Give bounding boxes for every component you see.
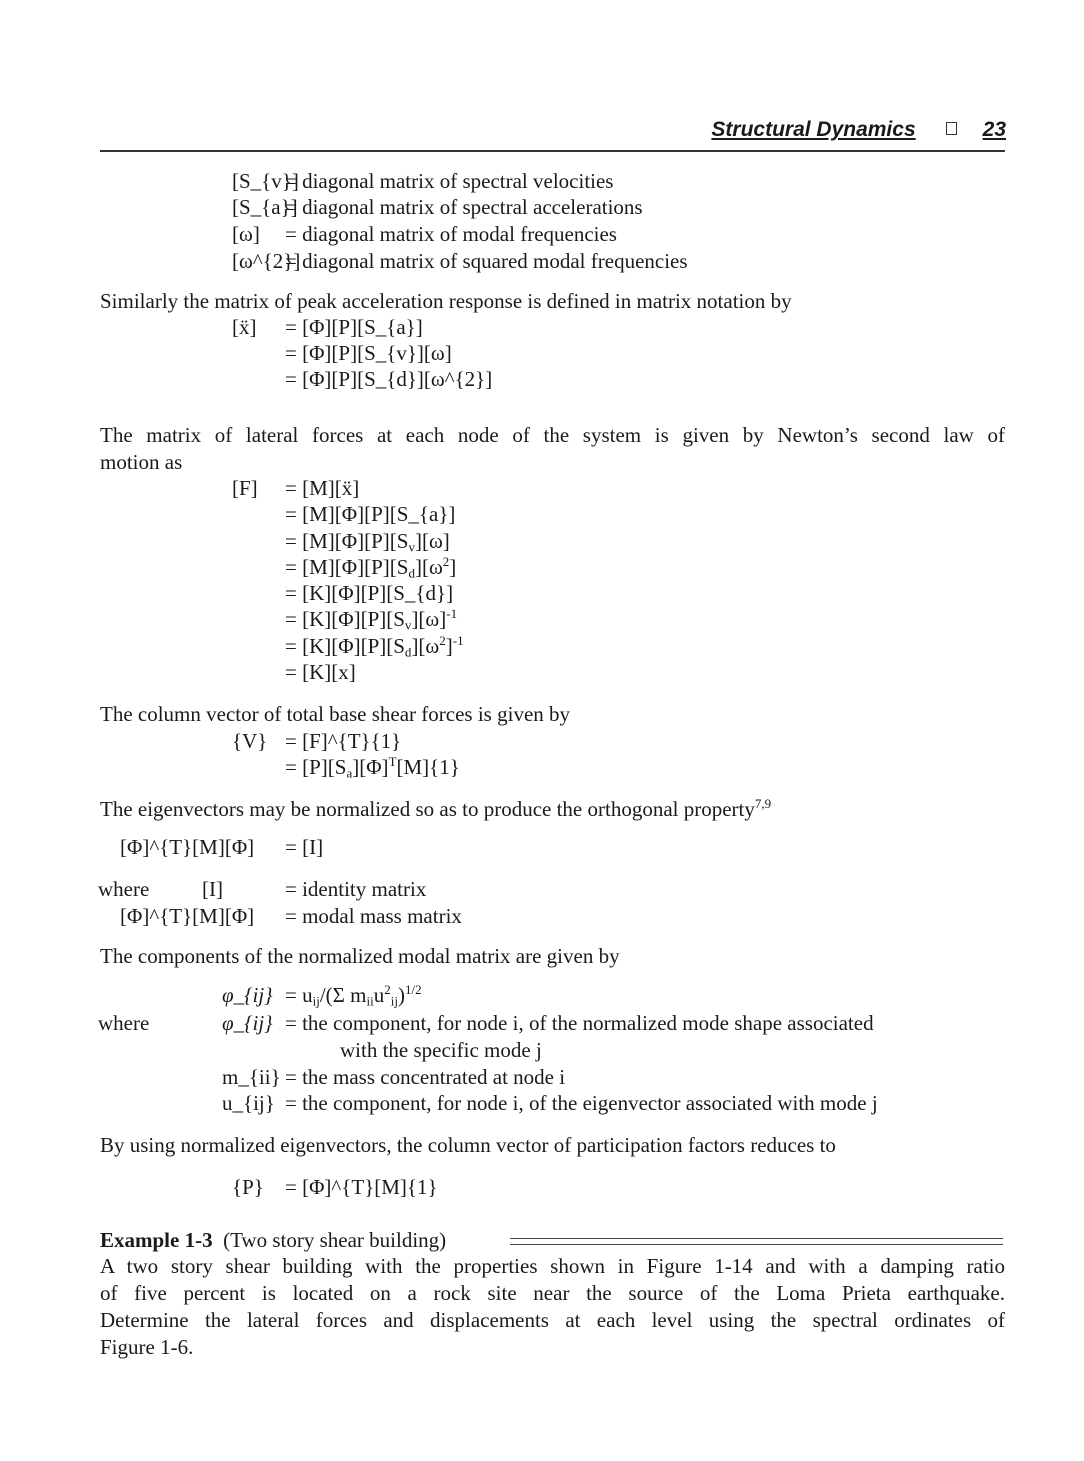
equation-lhs: [Φ]^{T}[M][Φ]: [120, 835, 255, 859]
running-header: [711, 118, 1006, 142]
subscript: a: [346, 765, 353, 781]
equation-rhs: = [Φ][P][S_{d}][ω^{2}]: [285, 367, 493, 391]
equation-rhs: = $[M][\Phi][P][S_v][\omega]$: [285, 529, 450, 555]
def-text: = diagonal matrix of spectral accelerations: [285, 195, 643, 219]
equation-rhs: = $[K][\Phi][P][S_d][\omega^2]^{-1}$: [285, 633, 464, 660]
example-text-line: Figure 1-6.: [100, 1335, 194, 1359]
superscript: 2: [442, 554, 450, 570]
subscript: v: [408, 539, 415, 555]
equation-rhs: = [M][Φ][P][S_{a}]: [285, 502, 456, 526]
equation-lhs: [F]: [232, 476, 258, 500]
equation-lhs: {V}: [232, 729, 268, 753]
def-text: = diagonal matrix of spectral velocities: [285, 169, 614, 193]
paragraph: Similarly the matrix of peak acceleration response is defined in matrix notation by: [100, 289, 792, 313]
subscript: d: [408, 565, 415, 581]
subscript: ij: [312, 993, 320, 1009]
subscript: ii: [366, 993, 374, 1009]
equation-rhs: = modal mass matrix: [285, 904, 462, 928]
superscript: 1/2: [404, 982, 422, 998]
subscript: ij: [390, 993, 398, 1009]
example-heading: [100, 1227, 446, 1253]
superscript: -1: [452, 633, 464, 649]
equation-rhs: = the mass concentrated at node i: [285, 1065, 566, 1089]
def-text: = diagonal matrix of modal frequencies: [285, 222, 617, 246]
equation-rhs: = [Φ][P][S_{v}][ω]: [285, 341, 452, 365]
equation-lhs: φ_{ij}: [222, 983, 273, 1007]
example-label: Example 1-3: [100, 1228, 213, 1252]
example-text-line: Determine the lateral forces and displacements at each level using the spectral ordinates of: [100, 1308, 1005, 1332]
where-label: where: [98, 1011, 150, 1035]
equation-rhs-continued: with the specific mode j: [340, 1038, 542, 1062]
paragraph: The column vector of total base shear forces is given by: [100, 702, 571, 726]
def-text: = diagonal matrix of squared modal frequencies: [285, 249, 688, 273]
equation-rhs: = the component, for node i, of the normalized mode shape associated: [285, 1011, 874, 1035]
equation-rhs: = [F]^{T}{1}: [285, 729, 402, 753]
paragraph: The components of the normalized modal matrix are given by: [100, 944, 620, 968]
superscript: 7,9: [754, 796, 772, 812]
superscript: 2: [439, 633, 446, 649]
equation-rhs: = $u_{ij}/(\Sigma$ $m_{ii}u^2_{ij})^{1/2}$: [285, 982, 422, 1009]
example-double-rule: [510, 1238, 1003, 1245]
def-symbol: [ω]: [232, 222, 260, 246]
equation-rhs: = [Φ]^{T}[M]{1}: [285, 1175, 438, 1199]
equation-rhs: = $[M][\Phi][P][S_d][\omega^2]$: [285, 554, 457, 581]
equation-rhs: = $[P][S_a][\Phi]^T[M]\{1\}$: [285, 754, 460, 781]
equation-lhs: m_{ii}: [222, 1065, 281, 1089]
equation-lhs: u_{ij}: [222, 1091, 275, 1115]
equation-lhs: [ẍ]: [232, 315, 257, 339]
equation-rhs: = [K][Φ][P][S_{d}]: [285, 581, 454, 605]
def-symbol: [ω^{2}]: [232, 249, 301, 273]
superscript: -1: [446, 606, 458, 622]
def-symbol: [S_{a}]: [232, 195, 298, 219]
superscript: T: [388, 754, 397, 770]
header-title: Structural Dynamics: [711, 118, 916, 141]
equation-rhs: = identity matrix: [285, 877, 427, 901]
equation-rhs: = [I]: [285, 835, 324, 859]
paragraph: The eigenvectors may be normalized so as to produce the orthogonal property$^{7,9}$: [100, 796, 772, 821]
square-bullet-icon: [946, 122, 957, 135]
def-symbol: [S_{v}]: [232, 169, 299, 193]
equation-lhs: [I]: [202, 877, 223, 901]
subscript: d: [404, 644, 412, 660]
paragraph: The matrix of lateral forces at each node of the system is given by Newton’s second law of: [100, 423, 1005, 447]
paragraph: By using normalized eigenvectors, the column vector of participation factors reduces to: [100, 1133, 836, 1157]
header-rule: [100, 150, 1005, 152]
equation-rhs: = [K][x]: [285, 660, 356, 684]
equation-lhs: [Φ]^{T}[M][Φ]: [120, 904, 255, 928]
paragraph: motion as: [100, 450, 183, 474]
example-text-line: A two story shear building with the properties shown in Figure 1-14 and with a damping ratio: [100, 1254, 1005, 1278]
superscript: 2: [384, 982, 391, 998]
equation-rhs: = the component, for node i, of the eigenvector associated with mode j: [285, 1091, 878, 1115]
page-number: 23: [982, 118, 1006, 141]
equation-lhs: {P}: [232, 1175, 264, 1199]
equation-rhs: = [M][ẍ]: [285, 476, 360, 500]
example-title: (Two story shear building): [223, 1228, 447, 1252]
subscript: v: [404, 617, 412, 633]
example-text-line: of five percent is located on a rock site near the source of the Loma Prieta earthquake.: [100, 1281, 1005, 1305]
equation-lhs: φ_{ij}: [222, 1011, 273, 1035]
equation-rhs: = [Φ][P][S_{a}]: [285, 315, 423, 339]
where-label: where: [98, 877, 150, 901]
equation-rhs: = $[K][\Phi][P][S_v][\omega]^{-1}$: [285, 606, 458, 633]
